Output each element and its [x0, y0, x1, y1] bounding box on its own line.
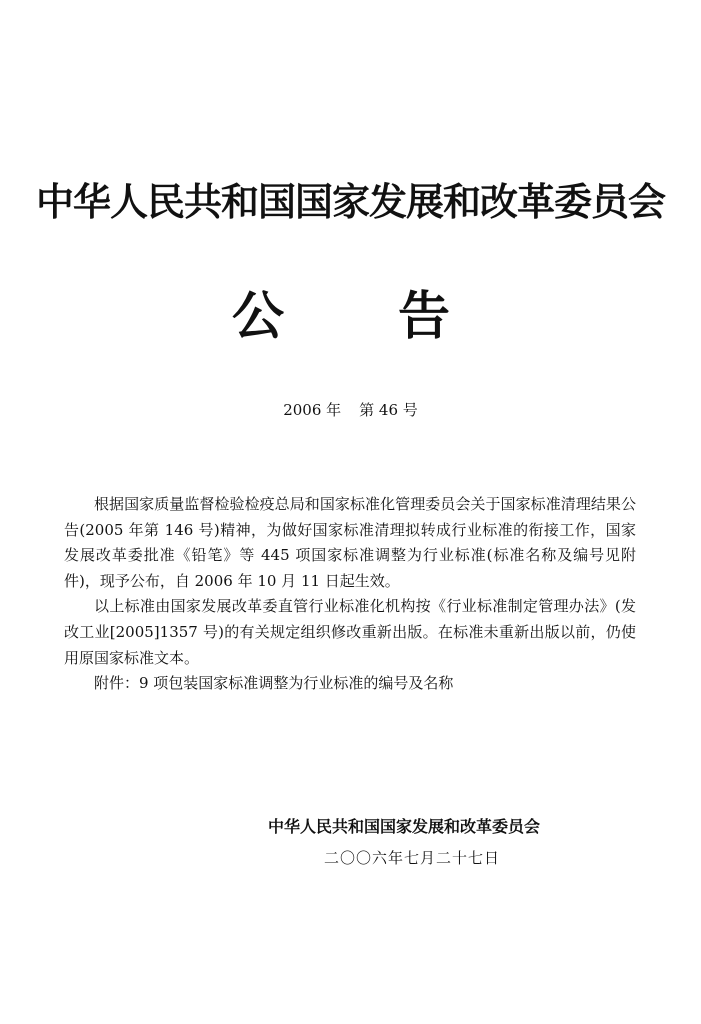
body-paragraph-approval: 根据国家质量监督检验检疫总局和国家标准化管理委员会关于国家标准清理结果公告(2005 年第 146 号)精神，为做好国家标准清理拟转成行业标准的衔接工作，国家发展改革委批准《铅笔》等 445 项国家标准调整为行业标准(标准名称及编号见附件)，现予公布，自 2006 年 10 月 11 日起生效。 — [64, 495, 636, 590]
issuing-organization-title: 中华人民共和国国家发展和改革委员会 — [35, 180, 665, 224]
notice-title-first-char: 公 — [232, 287, 285, 347]
issue-number-line — [0, 398, 701, 422]
notice-title-second-char: 告 — [398, 287, 451, 347]
body-paragraph-republication: 以上标准由国家发展改革委直管行业标准化机构按《行业标准制定管理办法》(发改工业[2005]1357 号)的有关规定组织修改重新出版。在标准未重新出版以前，仍使用原国家标准文本。 — [64, 597, 636, 667]
signature-date: 二〇〇六年七月二十七日 — [324, 849, 501, 867]
signature-organization: 中华人民共和国国家发展和改革委员会 — [268, 817, 541, 836]
notice-body — [64, 492, 636, 697]
body-paragraph-attachment: 附件：9 项包装国家标准调整为行业标准的编号及名称 — [94, 674, 454, 693]
issue-year: 2006 年 — [283, 401, 342, 419]
issue-number: 第 46 号 — [359, 401, 418, 419]
